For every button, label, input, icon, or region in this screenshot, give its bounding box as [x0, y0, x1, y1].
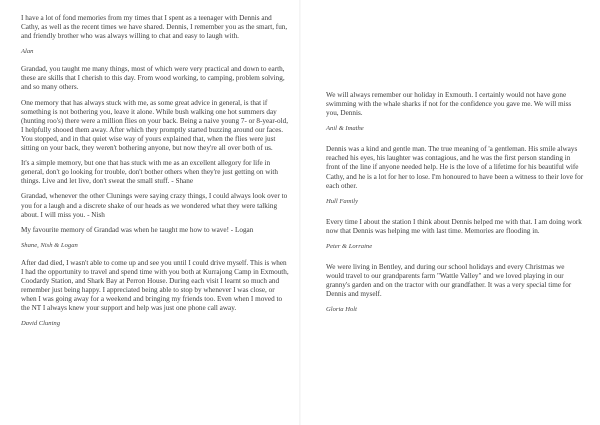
tribute-signature: Gloria Holt	[326, 306, 357, 314]
tribute-entry	[326, 263, 584, 314]
tribute-paragraph: My favourite memory of Grandad was when he taught me how to wave! - Logan	[21, 225, 254, 234]
tribute-paragraph: It's a simple memory, but one that has stuck with me as an excellent allegory for life in general, don't go looking for trouble, don't bother others when they're just getting on with things. Live and let live, don't sweat the small stuff. - Shane	[21, 159, 278, 186]
tribute-paragraph: I have a lot of fond memories from my times that I spent as a teenager with Dennis and Cathy, as well as the recent times we have shared. Dennis, I remember you as the smart, fun, and friendly brother who was always willing to chat and easy to laugh with.	[21, 14, 288, 41]
tribute-signature: Hull Family	[326, 197, 359, 205]
tribute-paragraph: We will always remember our holiday in Exmouth. I certainly would not have gone swimming with the whale sharks if not for the confidence you gave me. We will miss you, Dennis.	[326, 91, 572, 118]
tribute-paragraph: Dennis was a kind and gentle man. The true meaning of 'a gentleman. His smile always reached his eyes, his laughter was contagious, and he was the first person standing in front of the line if anyone needed help. He is the love of a lifetime for his beautiful wife Cathy, and he is a lot for her to lose. I'm honoured to have been a witness to their love for each other.	[326, 145, 584, 190]
tribute-entry	[21, 65, 290, 250]
tribute-signature: Shane, Nish & Logan	[21, 241, 78, 249]
tribute-entry	[326, 145, 584, 205]
tribute-entry	[21, 14, 290, 56]
tribute-paragraph: One memory that has always stuck with me, as some great advice in general, is that if something is not bothering you, leave it alone. While bush walking one hot summers day (hunting roo's) there were a million flies on your back. Being a naive young 7- or 8-year-old, I helpfully shooed them away. After which they promptly started buzzing around our faces. You stopped, and in that quiet wise way of yours explained that, when the flies were just sitting on your back, they weren't bothering anyone, but now they're all over both of us.	[21, 98, 289, 153]
tribute-paragraph: After dad died, I wasn't able to come up and see you until I could drive myself. This is when I had the opportunity to travel and spend time with you both at Kurrajong Camp in Exmouth, Coodardy Station, and Shark Bay at Perron House. During each visit I learnt so much and remember just being happy. I appreciated being able to stop by whenever I was close, or when I was going away for a weekend and bringing my friends too. Even when I moved to the NT I always knew your support and help was just one phone call away.	[21, 258, 289, 313]
right-page	[300, 0, 600, 425]
tribute-entry	[21, 259, 290, 329]
tribute-paragraph: Grandad, you taught me many things, most of which were very practical and down to earth, these are skills that I cherish to this day. From wood working, to camping, problem solving, and so many others.	[21, 65, 285, 92]
tribute-signature: Anil & Imathe	[326, 125, 364, 133]
tribute-paragraph: We were living in Bentley, and during our school holidays and every Christmas we would travel to our grandparents farm "Wattle Valley" and we loved playing in our granny's garden and on the tractor with our grandfather. It was a very special time for Dennis and myself.	[326, 262, 572, 299]
tribute-paragraph: Grandad, whenever the other Clunings were saying crazy things, I could always look over to you for a laugh and a discrete shake of our heads as we wondered what they were talking about. I will miss you. - Nish	[21, 192, 288, 219]
tribute-signature: Alan	[21, 48, 34, 56]
tribute-signature: Peter & Lorraine	[326, 242, 373, 250]
tribute-signature: David Cluning	[21, 320, 61, 328]
tribute-paragraph: Every time I about the station I think about Dennis helped me with that. I am doing work now that Dennis was helping me with last time. Memories are flooding in.	[326, 217, 582, 235]
tribute-entry	[326, 91, 584, 133]
tribute-entry	[326, 218, 584, 251]
